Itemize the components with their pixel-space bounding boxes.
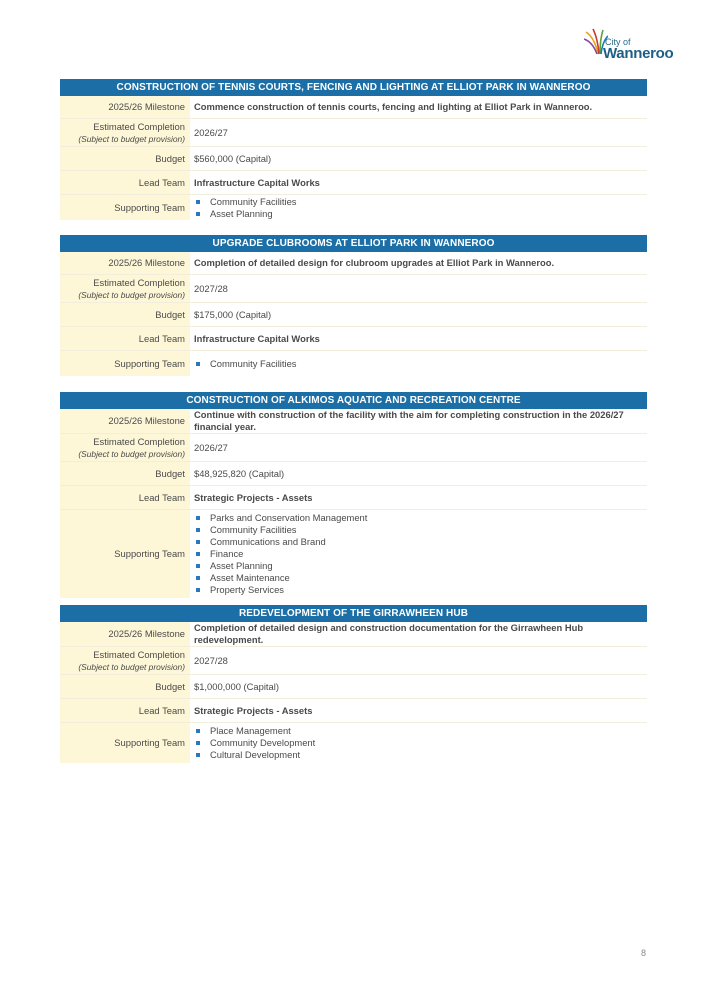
budget-value: $175,000 (Capital) [194, 308, 272, 320]
milestone-row [60, 409, 647, 433]
list-item: Asset Planning [194, 208, 647, 220]
list-item: Cultural Development [194, 749, 647, 761]
lead-label: Lead Team [60, 699, 190, 722]
budget-value: $560,000 (Capital) [194, 152, 272, 164]
completion-value: 2027/28 [194, 282, 228, 294]
support-label: Supporting Team [60, 510, 190, 598]
lead-label: Lead Team [60, 327, 190, 350]
support-list-cell [190, 723, 647, 763]
support-row [60, 722, 647, 763]
completion-label-cell [60, 275, 190, 302]
support-list [194, 196, 647, 220]
completion-sublabel: (Subject to budget provision) [78, 661, 185, 672]
lead-row [60, 170, 647, 194]
milestone-value: Continue with construction of the facility with the aim for completing construction in the 2026/27 financial year. [194, 409, 624, 432]
city-of-wanneroo-logo [584, 26, 674, 66]
milestone-row [60, 96, 647, 118]
project-section-girrawheen-hub [60, 605, 647, 763]
list-item: Property Services [194, 584, 647, 596]
list-item: Parks and Conservation Management [194, 512, 647, 524]
section-title: CONSTRUCTION OF TENNIS COURTS, FENCING AND LIGHTING AT ELLIOT PARK IN WANNEROO [60, 79, 647, 96]
page-number: 8 [641, 948, 647, 958]
completion-sublabel: (Subject to budget provision) [78, 289, 185, 300]
completion-label: Estimated Completion [93, 120, 185, 132]
support-list-cell [190, 351, 647, 376]
budget-row [60, 146, 647, 170]
budget-row [60, 461, 647, 485]
lead-label: Lead Team [60, 486, 190, 509]
lead-row [60, 485, 647, 509]
completion-label: Estimated Completion [93, 276, 185, 288]
milestone-row [60, 252, 647, 274]
budget-label: Budget [60, 675, 190, 698]
budget-value: $1,000,000 (Capital) [194, 680, 279, 692]
completion-value: 2026/27 [194, 126, 228, 138]
completion-row [60, 118, 647, 146]
project-section-tennis-courts [60, 79, 647, 220]
completion-label-cell [60, 434, 190, 461]
completion-row [60, 646, 647, 674]
list-item: Community Facilities [194, 196, 647, 208]
completion-label: Estimated Completion [93, 648, 185, 660]
completion-label: Estimated Completion [93, 435, 185, 447]
project-section-clubrooms [60, 235, 647, 376]
logo-line2: Wanneroo [603, 45, 674, 62]
support-list [194, 512, 647, 596]
list-item: Community Development [194, 737, 647, 749]
completion-value: 2026/27 [194, 441, 228, 453]
budget-row [60, 674, 647, 698]
list-item: Asset Planning [194, 560, 647, 572]
milestone-label: 2025/26 Milestone [60, 252, 190, 274]
completion-sublabel: (Subject to budget provision) [78, 448, 185, 459]
budget-value: $48,925,820 (Capital) [194, 467, 285, 479]
milestone-value: Completion of detailed design for clubroom upgrades at Elliot Park in Wanneroo. [194, 257, 555, 268]
list-item: Communications and Brand [194, 536, 647, 548]
lead-value: Strategic Projects - Assets [194, 491, 313, 503]
budget-label: Budget [60, 303, 190, 326]
lead-value: Infrastructure Capital Works [194, 176, 320, 188]
budget-label: Budget [60, 147, 190, 170]
budget-label: Budget [60, 462, 190, 485]
completion-row [60, 274, 647, 302]
list-item: Asset Maintenance [194, 572, 647, 584]
lead-row [60, 326, 647, 350]
lead-value: Strategic Projects - Assets [194, 704, 313, 716]
lead-row [60, 698, 647, 722]
milestone-value: Completion of detailed design and construction documentation for the Girrawheen Hub redevelopment. [194, 622, 584, 645]
completion-label-cell [60, 119, 190, 146]
support-row [60, 194, 647, 220]
milestone-label: 2025/26 Milestone [60, 409, 190, 433]
support-row [60, 509, 647, 598]
completion-row [60, 433, 647, 461]
support-label: Supporting Team [60, 723, 190, 763]
support-label: Supporting Team [60, 195, 190, 220]
completion-label-cell [60, 647, 190, 674]
milestone-label: 2025/26 Milestone [60, 622, 190, 646]
logo-line1: City of [605, 37, 631, 47]
budget-row [60, 302, 647, 326]
list-item: Community Facilities [194, 524, 647, 536]
completion-sublabel: (Subject to budget provision) [78, 133, 185, 144]
list-item: Community Facilities [194, 358, 647, 370]
completion-value: 2027/28 [194, 654, 228, 666]
milestone-value: Commence construction of tennis courts, fencing and lighting at Elliot Park in Wanneroo. [194, 101, 593, 112]
support-list-cell [190, 510, 647, 598]
lead-label: Lead Team [60, 171, 190, 194]
support-list [194, 725, 647, 761]
section-title: UPGRADE CLUBROOMS AT ELLIOT PARK IN WANNEROO [60, 235, 647, 252]
milestone-row [60, 622, 647, 646]
list-item: Finance [194, 548, 647, 560]
list-item: Place Management [194, 725, 647, 737]
support-list-cell [190, 195, 647, 220]
support-list [194, 358, 647, 370]
section-title: CONSTRUCTION OF ALKIMOS AQUATIC AND RECREATION CENTRE [60, 392, 647, 409]
section-title: REDEVELOPMENT OF THE GIRRAWHEEN HUB [60, 605, 647, 622]
support-row [60, 350, 647, 376]
support-label: Supporting Team [60, 351, 190, 376]
lead-value: Infrastructure Capital Works [194, 332, 320, 344]
project-section-alkimos-aquatic [60, 392, 647, 598]
milestone-label: 2025/26 Milestone [60, 96, 190, 118]
